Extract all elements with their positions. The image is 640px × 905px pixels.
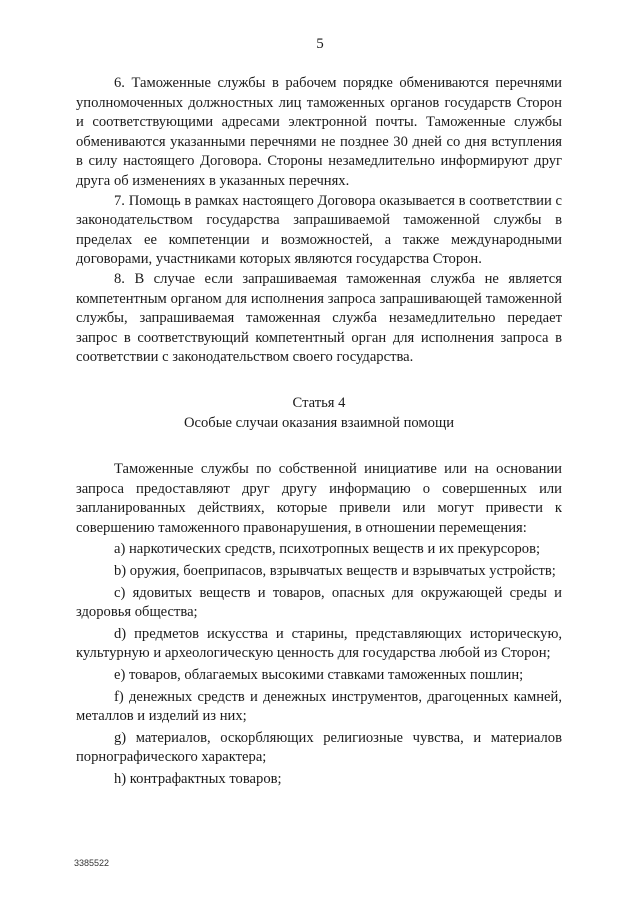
list-item: g) материалов, оскорбляющих религиозные чувства, и материалов порнографического характера; xyxy=(76,729,562,766)
article-title: Особые случаи оказания взаимной помощи xyxy=(183,414,455,431)
article-heading xyxy=(76,394,562,433)
list-item: b) оружия, боеприпасов, взрывчатых веществ и взрывчатых устройств; xyxy=(114,563,556,580)
article-intro: Таможенные службы по собственной инициативе или на основании запроса предоставляют друг другу информацию о совершенных или запланированных действиях, которые привели или могут привести к совершению таможенного правонарушения, в отношении перемещения: xyxy=(76,461,562,536)
paragraph-6: 6. Таможенные службы в рабочем порядке обмениваются перечнями уполномоченных должностных лиц таможенных органов государств Сторон и соответствующими адресами электронной почты. Таможенные службы обмениваются указанными перечнями не позднее 30 дней со дня вступления в силу настоящего Договора. Стороны незамедлительно информируют друг друга об изменениях в указанных перечнях. xyxy=(76,75,562,189)
page-number: 5 xyxy=(316,36,324,52)
document-code: 3385522 xyxy=(74,858,110,868)
article-body xyxy=(76,460,562,790)
list-item: a) наркотических средств, психотропных веществ и их прекурсоров; xyxy=(114,541,541,558)
paragraph-7: 7. Помощь в рамках настоящего Договора оказывается в соответствии с законодательством государства запрашиваемой таможенной службы в пределах ее компетенции и возможностей, а также международными договорами, участниками которых являются государства Сторон. xyxy=(76,192,562,268)
document-body xyxy=(76,74,562,790)
list-item: f) денежных средств и денежных инструментов, драгоценных камней, металлов и изделий из них; xyxy=(76,688,562,725)
list-item: d) предметов искусства и старины, представляющих историческую, культурную и археологическую ценность для государства любой из Сторон; xyxy=(76,625,562,662)
paragraph-8: 8. В случае если запрашиваемая таможенная служба не является компетентным органом для исполнения запроса запрашивающей таможенной службы, запрашиваемая таможенная служба незамедлительно передает запрос в соответствующий компетентный орган для исполнения запроса в соответствии с законодательством своего государства. xyxy=(76,270,562,366)
article-number: Статья 4 xyxy=(292,394,346,411)
list-item: c) ядовитых веществ и товаров, опасных для окружающей среды и здоровья общества; xyxy=(76,584,562,621)
list-item: e) товаров, облагаемых высокими ставками таможенных пошлин; xyxy=(114,667,524,684)
list-item: h) контрафактных товаров; xyxy=(114,771,282,787)
